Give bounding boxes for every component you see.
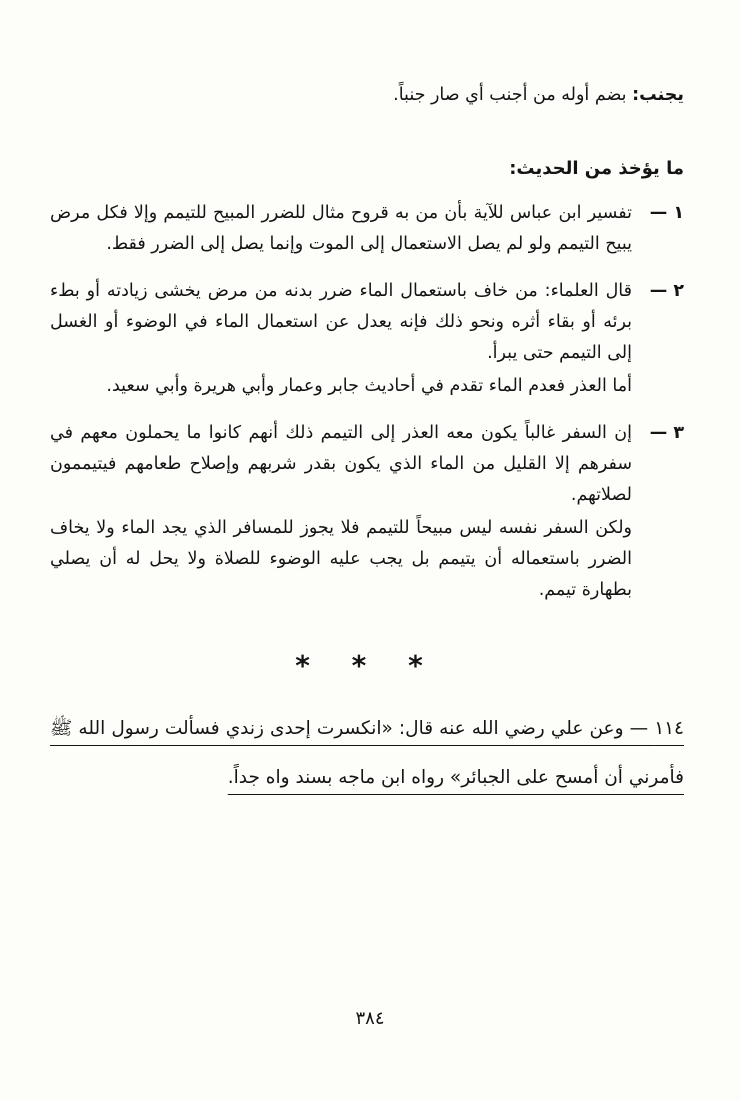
list-item xyxy=(50,198,684,260)
item-number: ١ — xyxy=(649,203,684,223)
gloss-term: يجنب: xyxy=(632,85,684,105)
gloss-line xyxy=(50,80,684,111)
list-item xyxy=(50,418,684,606)
section-heading: ما يؤخذ من الحديث: xyxy=(509,158,684,179)
item-body xyxy=(50,198,632,260)
item-extra-text: أما العذر فعدم الماء تقدم في أحاديث جابر وعمار وأبي هريرة وأبي سعيد. xyxy=(106,376,632,396)
item-number: ٢ — xyxy=(649,281,684,301)
item-text: تفسير ابن عباس للآية بأن من به قروح مثال للضرر المبيح للتيمم وإلا فكل مرض يبيح التيمم ولو لم يصل الاستعمال إلى الموت وإنما يصل إلى الضرر فقط. xyxy=(50,203,632,254)
item-number: ٣ — xyxy=(649,423,684,443)
item-text: قال العلماء: من خاف باستعمال الماء ضرر بدنه من مرض يخشى زيادته أو بطء برئه أو بقاء أثره ونحو ذلك فإنه يعدل عن استعمال الماء في الوضوء أو الغسل إلى التيمم حتى يبرأ. xyxy=(50,281,632,363)
item-text: إن السفر غالباً يكون معه العذر إلى التيمم ذلك أنهم كانوا ما يحملون معهم في سفرهم إلا القليل من الماء الذي يكون بقدر شربهم وإصلاح طعامهم فيتيممون لصلاتهم. xyxy=(50,423,632,505)
list-item xyxy=(50,276,684,402)
hadith-paragraph: ١١٤ — وعن علي رضي الله عنه قال: «انكسرت إحدى زندي فسألت رسول الله ﷺ فأمرني أن أمسح على الجبائر» رواه ابن ماجه بسند واه جداً. xyxy=(50,718,684,788)
item-body xyxy=(50,276,632,402)
item-body xyxy=(50,418,632,606)
gloss-text: بضم أوله من أجنب أي صار جنباً. xyxy=(393,85,627,105)
page-number: ٣٨٤ xyxy=(355,1008,385,1029)
stars-separator: * * * xyxy=(295,649,439,682)
item-extra-text: ولكن السفر نفسه ليس مبيحاً للتيمم فلا يجوز للمسافر الذي يجد الماء ولا يخاف الضرر باستعماله أن يتيمم بل يجب عليه الوضوء للصلاة ولا يحل له أن يصلي بطهارة تيمم. xyxy=(50,518,632,600)
